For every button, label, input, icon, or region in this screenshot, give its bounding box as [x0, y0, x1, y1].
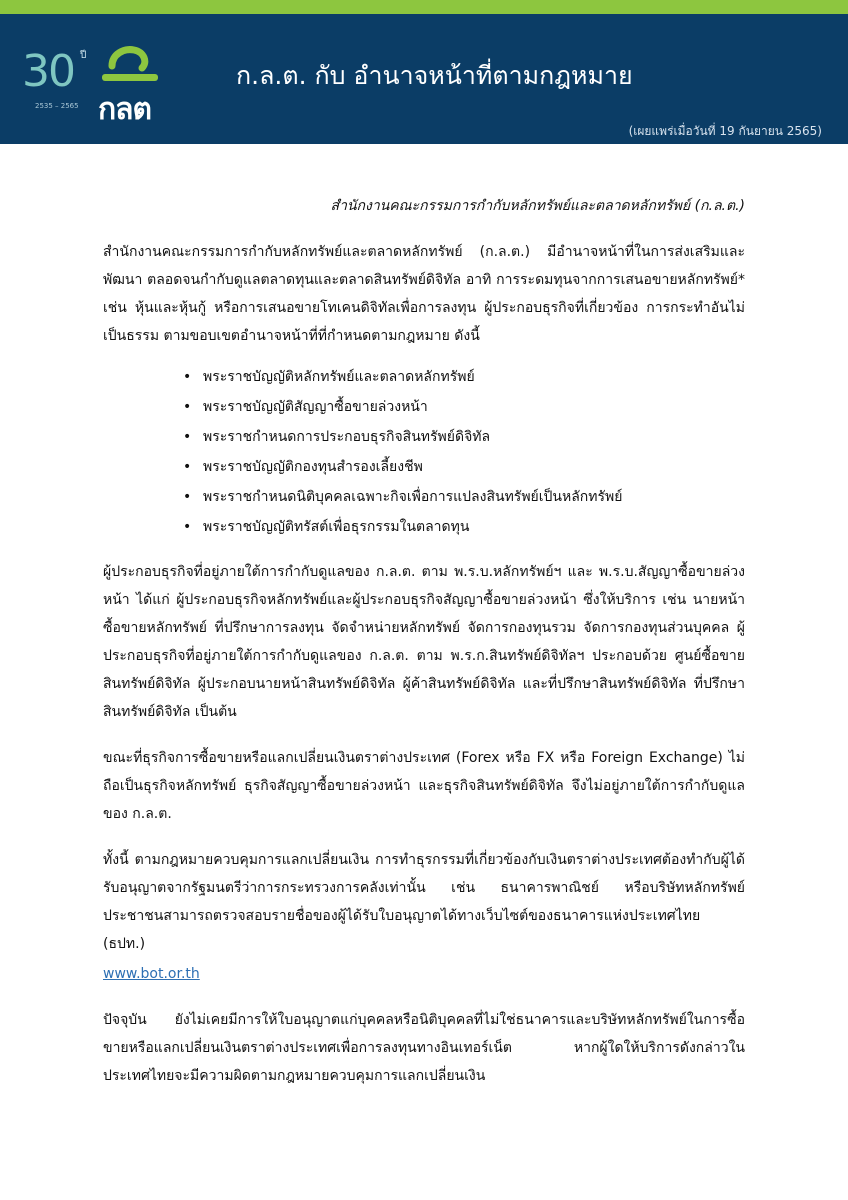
- bullet-icon: •: [183, 369, 192, 385]
- list-item: • พระราชกำหนดการประกอบธุรกิจสินทรัพย์ดิจิทัล: [103, 422, 745, 452]
- bullet-icon: •: [183, 519, 192, 535]
- bullet-icon: •: [183, 399, 192, 415]
- intro-paragraph: สำนักงานคณะกรรมการกำกับหลักทรัพย์และตลาดหลักทรัพย์ (ก.ล.ต.) มีอำนาจหน้าที่ในการส่งเสริมและพัฒนา ตลอดจนกำกับดูแลตลาดทุนและตลาดสินทรัพย์ดิจิทัล อาทิ การระดมทุนจากการเสนอขายหลักทรัพย์* เช่น หุ้นและหุ้นกู้ หรือการเสนอขายโทเคนดิจิทัลเพื่อการลงทุน ผู้ประกอบธุรกิจที่เกี่ยวข้อง การกระทำอันไม่เป็นธรรม ตามขอบเขตอำนาจหน้าที่ที่กำหนดตามกฎหมาย ดังนี้: [103, 244, 745, 344]
- header-band: [0, 14, 848, 144]
- forex-paragraph: ขณะที่ธุรกิจการซื้อขายหรือแลกเปลี่ยนเงินตราต่างประเทศ (Forex หรือ FX หรือ Foreign Exchange) ไม่ถือเป็นธุรกิจหลักทรัพย์ ธุรกิจสัญญาซื้อขายล่วงหน้า และธุรกิจสินทรัพย์ดิจิทัล จึงไม่อยู่ภายใต้การกำกับดูแลของ ก.ล.ต.: [103, 750, 746, 822]
- list-item: • พระราชบัญญัติสัญญาซื้อขายล่วงหน้า: [103, 392, 745, 422]
- sec-logo-text: กลต: [98, 92, 152, 127]
- exchange-control-paragraph: ทั้งนี้ ตามกฎหมายควบคุมการแลกเปลี่ยนเงิน การทำธุรกรรมที่เกี่ยวข้องกับเงินตราต่างประเทศต้องทำกับผู้ได้รับอนุญาตจากรัฐมนตรีว่าการกระทรวงการคลังเท่านั้น เช่น ธนาคารพาณิชย์ หรือบริษัทหลักทรัพย์ ประชาชนสามารถตรวจสอบรายชื่อของผู้ได้รับใบอนุญาตได้ทางเว็บไซต์ของธนาคารแห่งประเทศไทย (ธปท.) www.bot.or.th: [103, 846, 745, 988]
- law-list: [103, 362, 745, 542]
- sec-logo-mark-icon: [98, 44, 164, 88]
- bot-website-link[interactable]: www.bot.or.th: [103, 966, 200, 982]
- agency-name: สำนักงานคณะกรรมการกำกับหลักทรัพย์และตลาดหลักทรัพย์ (ก.ล.ต.): [330, 198, 745, 214]
- list-item: • พระราชบัญญัติหลักทรัพย์และตลาดหลักทรัพย์: [103, 362, 745, 392]
- licensed-businesses-paragraph: ผู้ประกอบธุรกิจที่อยู่ภายใต้การกำกับดูแลของ ก.ล.ต. ตาม พ.ร.บ.หลักทรัพย์ฯ และ พ.ร.บ.สัญญาซื้อขายล่วงหน้า ได้แก่ ผู้ประกอบธุรกิจหลักทรัพย์และผู้ประกอบธุรกิจสัญญาซื้อขายล่วงหน้า ซึ่งให้บริการ เช่น นายหน้าซื้อขายหลักทรัพย์ ที่ปรึกษาการลงทุน จัดจำหน่ายหลักทรัพย์ จัดการกองทุนรวม จัดการกองทุนส่วนบุคคล ผู้ประกอบธุรกิจที่อยู่ภายใต้การกำกับดูแลของ ก.ล.ต. ตาม พ.ร.ก.สินทรัพย์ดิจิทัลฯ ประกอบด้วย ศูนย์ซื้อขายสินทรัพย์ดิจิทัล ผู้ประกอบนายหน้าสินทรัพย์ดิจิทัล ผู้ค้าสินทรัพย์ดิจิทัล และที่ปรึกษาสินทรัพย์ดิจิทัล ที่ปรึกษาสินทรัพย์ดิจิทัล เป็นต้น: [103, 564, 745, 720]
- document-body: [103, 192, 745, 1108]
- list-item: • พระราชบัญญัติทรัสต์เพื่อธุรกรรมในตลาดทุน: [103, 512, 745, 542]
- current-status-paragraph: ปัจจุบัน ยังไม่เคยมีการให้ใบอนุญาตแก่บุคคลหรือนิติบุคคลที่ไม่ใช่ธนาคารและบริษัทหลักทรัพย์ในการซื้อขายหรือแลกเปลี่ยนเงินตราต่างประเทศเพื่อการลงทุนทางอินเทอร์เน็ต หากผู้ใดให้บริการดังกล่าวในประเทศไทยจะมีความผิดตามกฎหมายควบคุมการแลกเปลี่ยนเงิน: [103, 1012, 745, 1084]
- accent-stripe: [0, 0, 848, 14]
- sec-logo: [98, 44, 164, 130]
- anniversary-number: 30: [22, 46, 74, 97]
- anniversary-years: 2535 – 2565: [35, 102, 79, 110]
- list-item: • พระราชบัญญัติกองทุนสำรองเลี้ยงชีพ: [103, 452, 745, 482]
- anniversary-superscript: ปี: [80, 50, 87, 61]
- bullet-icon: •: [183, 489, 192, 505]
- bullet-icon: •: [183, 459, 192, 475]
- bullet-icon: •: [183, 429, 192, 445]
- page-title: ก.ล.ต. กับ อำนาจหน้าที่ตามกฎหมาย: [236, 61, 633, 90]
- publish-date: (เผยแพร่เมื่อวันที่ 19 กันยายน 2565): [628, 124, 822, 138]
- anniversary-logo: [22, 46, 94, 116]
- list-item: • พระราชกำหนดนิติบุคคลเฉพาะกิจเพื่อการแปลงสินทรัพย์เป็นหลักทรัพย์: [103, 482, 745, 512]
